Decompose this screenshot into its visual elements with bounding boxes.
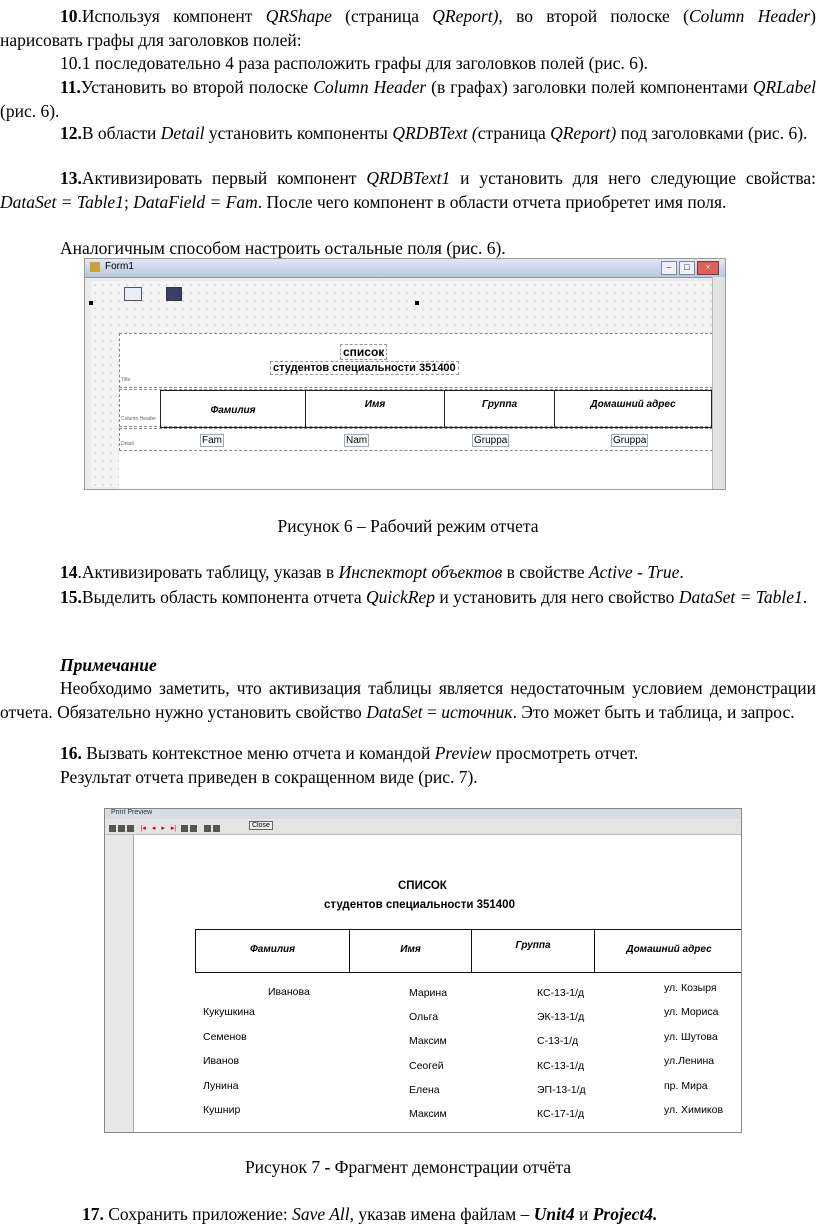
figure-6-window <box>84 258 726 490</box>
file-name: Unit4 <box>533 1204 575 1224</box>
step-12-paragraph <box>0 121 816 145</box>
text: и <box>574 1204 593 1224</box>
dbtext-field[interactable]: Gruppa <box>613 435 647 446</box>
step-16-paragraph <box>0 741 816 765</box>
step-number: 12. <box>60 123 82 143</box>
open-icon[interactable] <box>213 825 220 832</box>
report-title: список <box>340 344 387 360</box>
header-label: Имя <box>400 944 421 955</box>
cell-name: Сеогей <box>409 1060 444 1072</box>
text: и установить для него следующие свойства: <box>450 168 816 188</box>
header-label: Фамилия <box>210 405 256 416</box>
selection-handle <box>415 301 419 305</box>
header-label: Группа <box>515 940 551 951</box>
header-cell <box>160 390 306 428</box>
step-number: 17. <box>82 1204 104 1224</box>
caption-dash: - <box>324 1157 335 1177</box>
note-title: Примечание <box>60 655 157 675</box>
selection-handle <box>89 301 93 305</box>
text: Установить во второй полоске <box>80 77 314 97</box>
text: страница <box>477 123 551 143</box>
component-name: QRDBText ( <box>392 123 478 143</box>
report-page <box>133 835 741 1132</box>
title-bar <box>85 259 725 278</box>
step-number: 15. <box>60 587 82 607</box>
header-label: Домашний адрес <box>626 944 712 955</box>
text: ) нарисовать графы для заголовков полей: <box>0 6 816 50</box>
cell-surname: Кушнир <box>203 1104 241 1116</box>
fit-page-icon[interactable] <box>109 825 116 832</box>
step-13b-paragraph: Аналогичным способом настроить остальные поля (рис. 6). <box>60 238 506 258</box>
header-cell <box>554 390 712 428</box>
band-name: Column Header <box>688 6 811 26</box>
file-name: Project4. <box>592 1204 658 1224</box>
prev-page-icon[interactable]: ◂ <box>151 824 156 832</box>
cell-name: Максим <box>409 1108 447 1120</box>
text: (в графах) заголовки полей компонентами <box>426 77 753 97</box>
cell-name: Максим <box>409 1035 447 1047</box>
text: Вызвать контекстное меню отчета и командой <box>81 743 435 763</box>
close-button[interactable]: × <box>697 261 719 275</box>
band-label: Detail <box>121 441 134 447</box>
quickrep-icon <box>166 287 182 301</box>
cell-address: ул. Химиков <box>664 1104 724 1116</box>
page-width-icon[interactable] <box>127 825 134 832</box>
step-number: 11. <box>60 77 81 97</box>
step-16b-paragraph: Результат отчета приведен в сокращенном виде (рис. 7). <box>60 767 478 787</box>
header-label: Домашний адрес <box>590 399 676 410</box>
maximize-button[interactable]: □ <box>679 261 695 275</box>
figure-7-window <box>104 808 742 1133</box>
caption-label: Рисунок 7 <box>244 1157 325 1177</box>
step-10-1-paragraph: 10.1 последовательно 4 раза расположить графы для заголовков полей (рис. 6). <box>60 53 649 73</box>
zoom-100-icon[interactable] <box>118 825 125 832</box>
window-title: Print Preview <box>111 809 153 816</box>
header-cell <box>305 390 445 428</box>
cell-name: Марина <box>409 987 448 999</box>
text: . <box>802 587 808 607</box>
cell-address: ул. Шутова <box>664 1031 718 1043</box>
qrshape-icon <box>124 287 142 301</box>
text: .Активизировать таблицу, указав в <box>77 562 339 582</box>
header-label: Группа <box>481 399 518 410</box>
header-label: Имя <box>364 399 386 410</box>
print-setup-icon[interactable] <box>181 825 188 832</box>
text: установить компоненты <box>204 123 393 143</box>
report-title: СПИСОК <box>398 880 447 892</box>
note-paragraph <box>0 676 816 724</box>
text: В области <box>81 123 161 143</box>
text: Активизировать первый компонент <box>81 168 367 188</box>
text: (страница <box>331 6 433 26</box>
detail-band <box>119 428 713 451</box>
text: . <box>679 562 684 582</box>
header-cell <box>444 390 555 428</box>
preview-toolbar <box>105 820 741 835</box>
text: (рис. 6). <box>0 101 60 121</box>
band-name: Column Header <box>313 77 427 97</box>
text: просмотреть отчет. <box>491 743 639 763</box>
form-canvas <box>91 281 713 487</box>
cell-address: ул. Мориса <box>664 1006 719 1018</box>
text: , указав имена файлам – <box>349 1204 534 1224</box>
component-name: QRDBText1 <box>366 168 451 188</box>
cell-name: Елена <box>409 1084 440 1096</box>
band-label: Title <box>121 377 131 383</box>
report-page <box>119 333 713 490</box>
tool-name: Инспекторt объектов <box>338 562 503 582</box>
component-name: QRLabel <box>752 77 816 97</box>
text: в свойстве <box>502 562 589 582</box>
page-name: QReport) <box>432 6 499 26</box>
step-number: 16. <box>60 743 82 763</box>
dbtext-field[interactable]: Fam <box>202 435 222 446</box>
title-band <box>119 333 713 388</box>
app-icon <box>90 262 100 272</box>
cell-group: КС-13-1/д <box>537 1060 585 1072</box>
cell-name: Ольга <box>409 1011 439 1023</box>
next-page-icon[interactable]: ▸ <box>161 824 165 832</box>
text: = <box>422 702 442 722</box>
column-header-band <box>119 389 713 427</box>
report-subtitle: студентов специальности 351400 <box>270 361 459 375</box>
text: Сохранить приложение: <box>103 1204 293 1224</box>
cell-address: ул. Козыря <box>664 982 717 994</box>
text: . Это может быть и таблица, и запрос. <box>512 702 795 722</box>
component-name: QuickRep <box>366 587 436 607</box>
step-13-paragraph <box>0 166 816 214</box>
term: источник <box>441 702 513 722</box>
figure-6-caption: Рисунок 6 – Рабочий режим отчета <box>277 516 539 536</box>
cell-group: КС-17-1/д <box>537 1108 585 1120</box>
last-page-icon[interactable]: ▸| <box>170 824 176 832</box>
cell-address: пр. Мира <box>664 1080 708 1092</box>
text: под заголовками (рис. 6). <box>616 123 808 143</box>
page-name: QReport) <box>550 123 617 143</box>
cell-group: ЭП-13-1/д <box>537 1084 586 1096</box>
caption-text: Фрагмент демонстрации отчёта <box>334 1157 572 1177</box>
band-label: Column Header <box>121 416 157 422</box>
toolbar-icons <box>109 823 222 832</box>
property: DataField = Fam <box>133 192 258 212</box>
header-cell <box>195 929 350 973</box>
cell-address: ул.Ленина <box>664 1055 715 1067</box>
component-name: QRShape <box>265 6 332 26</box>
text: , во второй полоске ( <box>498 6 689 26</box>
cell-surname: Кукушкина <box>203 1006 255 1018</box>
vertical-scrollbar[interactable] <box>712 277 725 489</box>
print-icon[interactable] <box>190 825 197 832</box>
property: DataSet <box>366 702 423 722</box>
header-cell <box>349 929 472 973</box>
text: .Используя компонент <box>77 6 266 26</box>
header-cell <box>471 929 595 973</box>
step-14-paragraph <box>0 560 816 584</box>
close-button[interactable]: Close <box>249 821 273 830</box>
text: Необходимо заметить, что активизация таблицы является недостаточным условием демонстрации отчета. Обязательно нужно установить свойство <box>0 678 816 722</box>
dbtext-field[interactable]: Gruppa <box>474 435 508 446</box>
window-title: Form1 <box>105 261 134 272</box>
report-subtitle: студентов специальности 351400 <box>324 899 515 911</box>
first-page-icon[interactable]: |◂ <box>140 824 146 832</box>
header-cell <box>594 929 742 973</box>
step-17-paragraph <box>0 1202 816 1226</box>
property: DataSet = Table1 <box>678 587 803 607</box>
header-label: Фамилия <box>249 944 296 955</box>
area-name: Detail <box>160 123 205 143</box>
minimize-button[interactable]: – <box>661 261 677 275</box>
text: Выделить область компонента отчета <box>81 587 367 607</box>
property: Active - True <box>588 562 680 582</box>
title-bar <box>105 809 741 819</box>
command: Preview <box>434 743 492 763</box>
step-number: 10 <box>60 6 78 26</box>
property: DataSet = Table1 <box>0 192 124 212</box>
text: и установить для него свойство <box>435 587 679 607</box>
cell-group: КС-13-1/д <box>537 987 585 999</box>
dbtext-field[interactable]: Nam <box>346 435 368 446</box>
cell-surname: Иванов <box>203 1055 240 1067</box>
step-number: 13. <box>60 168 82 188</box>
command: Save All <box>292 1204 350 1224</box>
text: . После чего компонент в области отчета приобретет имя поля. <box>257 192 727 212</box>
cell-group: С-13-1/д <box>537 1035 579 1047</box>
cell-group: ЭК-13-1/д <box>537 1011 585 1023</box>
cell-surname: Семенов <box>203 1031 247 1043</box>
cell-surname: Лунина <box>203 1080 239 1092</box>
figure-7-caption <box>0 1155 816 1179</box>
text: ; <box>123 192 134 212</box>
cell-surname: Иванова <box>268 986 310 998</box>
step-15-paragraph <box>0 585 816 609</box>
save-icon[interactable] <box>204 825 211 832</box>
step-10-paragraph <box>0 4 816 52</box>
step-number: 14 <box>60 562 78 582</box>
step-11-paragraph <box>0 75 816 123</box>
